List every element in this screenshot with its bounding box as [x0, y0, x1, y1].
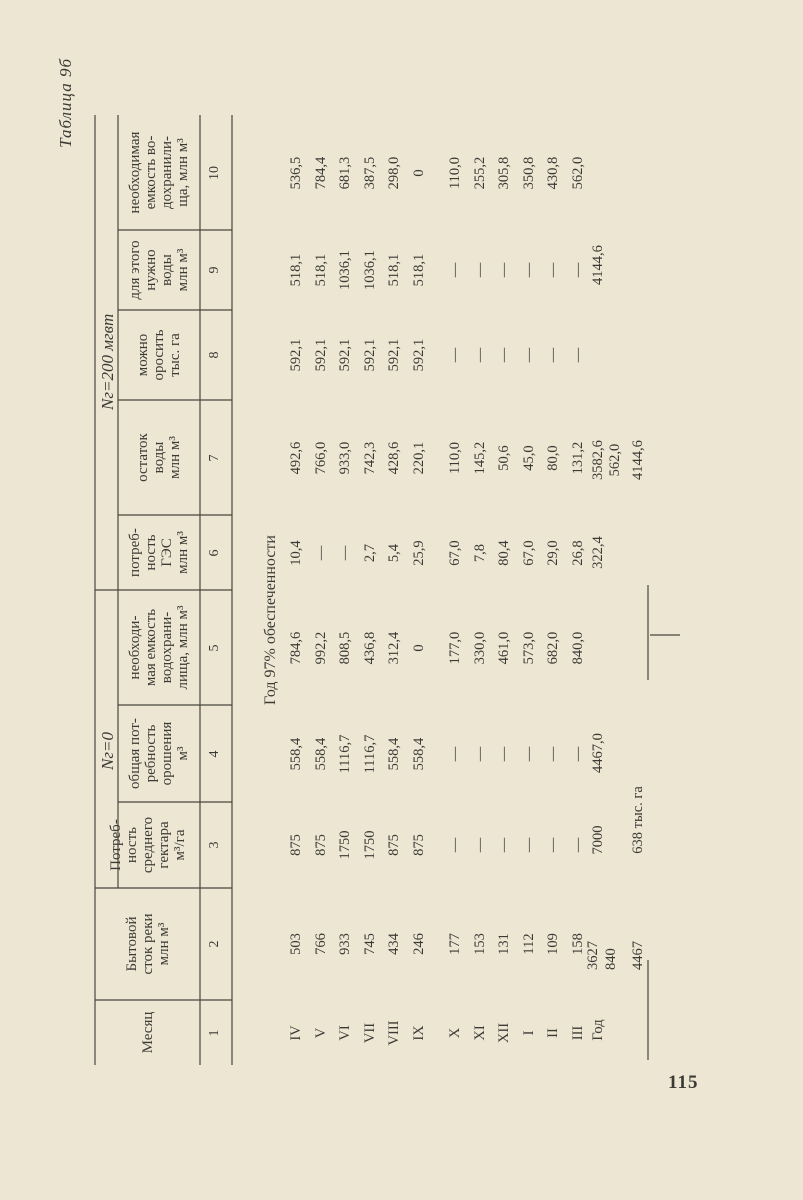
table-cell: —	[312, 545, 329, 561]
table-cell: —	[447, 347, 463, 363]
table-cell: 808,5	[337, 631, 353, 665]
table-cell: 436,8	[361, 631, 378, 665]
table-cell: 1036,1	[337, 250, 353, 290]
table-cell: 1750	[337, 830, 353, 860]
table-cell: 784,6	[288, 631, 304, 665]
table-cell: 45,0	[520, 445, 537, 471]
table-cell: 80,0	[545, 445, 561, 471]
total-water-needed: 4144,6	[590, 245, 606, 285]
table-cell: 766,0	[312, 441, 329, 475]
month-cell: III	[569, 1025, 586, 1041]
table-cell: —	[471, 347, 488, 363]
table-cell: 745	[361, 933, 378, 955]
table-cell: 875	[410, 834, 427, 856]
month-cell: VI	[337, 1025, 353, 1041]
table-cell: —	[496, 746, 512, 762]
table-cell: 558,4	[410, 737, 427, 771]
table-cell: 682,0	[545, 631, 561, 665]
column-number: 10	[207, 166, 222, 180]
table-cell: —	[520, 837, 537, 853]
table-cell: —	[545, 262, 561, 278]
table-cell: —	[520, 347, 537, 363]
column-number: 1	[207, 1029, 222, 1037]
total-irrigation-need: 4467,0	[590, 733, 606, 773]
table-cell: 177,0	[447, 631, 463, 665]
column-number: 9	[207, 266, 222, 274]
column-number: 5	[207, 644, 222, 652]
table-cell: 50,6	[496, 445, 512, 471]
total-remainder-part: 562,0	[607, 443, 623, 477]
total-remainder: 3582,6	[590, 440, 606, 480]
column-number: 6	[207, 549, 222, 557]
table-cell: 330,0	[471, 631, 488, 665]
table-cell: 592,1	[386, 338, 402, 372]
column-number: 8	[207, 351, 222, 359]
table-cell: 67,0	[520, 540, 537, 566]
table-cell: —	[569, 347, 586, 363]
table-cell: 25,9	[410, 540, 427, 566]
total-flow-sum: 4467	[630, 941, 646, 970]
table-cell: 592,1	[361, 338, 378, 372]
table-cell: 158	[569, 933, 586, 955]
month-cell: V	[312, 1027, 329, 1039]
table-cell: —	[471, 262, 488, 278]
month-cell: XII	[496, 1022, 512, 1044]
table-cell: —	[569, 837, 586, 853]
section-title: Год 97% обеспеченности	[262, 535, 279, 705]
table-cell: 784,4	[312, 156, 329, 190]
table-cell: —	[520, 262, 537, 278]
header-need-per-ha: Потреб- ность среднего гектара м³/га	[107, 816, 188, 874]
table-cell: 536,5	[288, 156, 304, 190]
table-cell: 29,0	[545, 540, 561, 566]
total-area-note: 638 тыс. га	[630, 786, 646, 854]
table-cell: 0	[410, 169, 427, 177]
table-cell: 305,8	[496, 156, 512, 190]
table-cell: 430,8	[545, 156, 561, 190]
table-cell: 558,4	[312, 737, 329, 771]
table-cell: 573,0	[520, 631, 537, 665]
column-number: 2	[207, 940, 222, 948]
month-cell: X	[447, 1027, 463, 1039]
header-water-needed: для этого нужно воды млн м³	[127, 240, 191, 300]
table-cell: 1750	[361, 830, 378, 860]
table-cell: 742,3	[361, 441, 378, 475]
header-hes-need: потреб- ность ГЭС млн м³	[127, 528, 191, 577]
table-cell: 131,2	[569, 441, 586, 475]
total-flow-part: 840	[603, 948, 619, 970]
table-cell: 80,4	[496, 540, 512, 566]
table-cell: 518,1	[312, 253, 329, 287]
table-cell: 766	[312, 933, 329, 955]
table-cell: 110,0	[447, 156, 463, 190]
table-cell: 933,0	[337, 441, 353, 475]
table-cell: 492,6	[288, 441, 304, 475]
table-cell: 933	[337, 933, 353, 955]
group-nr200: Nг=200 мгвт	[98, 313, 117, 410]
header-irrigable-area: можно оросить тыс. га	[135, 329, 183, 381]
table-cell: 255,2	[471, 156, 488, 190]
table-cell: —	[471, 837, 488, 853]
column-number: 7	[207, 454, 222, 462]
month-cell: XI	[471, 1025, 488, 1041]
table-cell: —	[496, 837, 512, 853]
table-cell: 503	[288, 933, 304, 955]
table-cell: 518,1	[410, 253, 427, 287]
table-cell: 875	[386, 834, 402, 856]
table-cell: —	[569, 262, 586, 278]
table-cell: 875	[288, 834, 304, 856]
table-cell: 592,1	[410, 338, 427, 372]
table-cell: 312,4	[386, 631, 402, 665]
month-cell: VIII	[386, 1020, 402, 1046]
table-cell: 518,1	[288, 253, 304, 287]
table-cell: —	[520, 746, 537, 762]
table-cell: 5,4	[386, 543, 402, 563]
month-cell: IV	[288, 1025, 304, 1041]
header-river-flow: Бытовой сток реки млн м³	[123, 913, 172, 975]
table-cell: 2,7	[361, 543, 378, 563]
table-cell: —	[545, 837, 561, 853]
table-cell: 177	[447, 933, 463, 955]
table-cell: 26,8	[569, 540, 586, 566]
table-cell: —	[471, 746, 488, 762]
table-cell: —	[447, 746, 463, 762]
table-cell: 558,4	[386, 737, 402, 771]
table-cell: 592,1	[337, 338, 353, 372]
table-cell: 131	[496, 933, 512, 955]
month-cell: VII	[361, 1022, 378, 1044]
table-cell: —	[447, 262, 463, 278]
table-cell: —	[447, 837, 463, 853]
total-need-per-ha: 7000	[590, 825, 606, 855]
table-cell: 145,2	[471, 441, 488, 475]
month-cell: IX	[410, 1025, 427, 1041]
table-cell: 298,0	[386, 156, 402, 190]
table-cell: —	[545, 746, 561, 762]
table-cell: 840,0	[569, 631, 586, 665]
table-cell: 681,3	[337, 156, 353, 190]
column-number: 3	[207, 841, 222, 849]
month-cell: I	[520, 1030, 537, 1036]
table-cell: 246	[410, 933, 427, 955]
total-hes-need: 322,4	[590, 536, 606, 569]
table-cell: —	[545, 347, 561, 363]
table-cell: 428,6	[386, 441, 402, 475]
table-cell: 10,4	[288, 540, 304, 566]
table-cell: —	[337, 545, 353, 561]
table-cell: 1116,7	[337, 734, 353, 774]
month-cell: II	[545, 1028, 561, 1038]
table-cell: 875	[312, 834, 329, 856]
column-number: 4	[207, 750, 222, 758]
total-flow: 3627	[585, 941, 601, 970]
group-nr0: Nг=0	[98, 732, 117, 770]
table-cell: 110,0	[447, 441, 463, 475]
header-month: Месяц	[139, 1011, 156, 1054]
table-cell: 7,8	[471, 543, 488, 563]
table-cell: 112	[520, 933, 537, 955]
total-remainder-sum: 4144,6	[630, 440, 646, 480]
total-label: Год	[590, 1019, 606, 1041]
header-water-remainder: остаток воды млн м³	[135, 433, 183, 482]
table-cell: 350,8	[520, 156, 537, 190]
table-cell: —	[496, 262, 512, 278]
table-cell: 153	[471, 933, 488, 955]
page-number: 115	[668, 1072, 699, 1093]
table-cell: —	[569, 746, 586, 762]
table-cell: 592,1	[312, 338, 329, 372]
table-cell: 518,1	[386, 253, 402, 287]
table-cell: 992,2	[312, 631, 329, 665]
header-reservoir-capacity: необходи- мая емкость водохрани- лища, млн м³	[127, 605, 191, 690]
table-cell: 387,5	[361, 156, 378, 190]
table-cell: 434	[386, 933, 402, 955]
table-label: Таблица 9б	[56, 58, 75, 148]
table-cell: 1116,7	[361, 734, 378, 774]
table-cell: 558,4	[288, 737, 304, 771]
header-reservoir-capacity-200: необходимая емкость во- дохранили- ща, млн м³	[127, 131, 191, 214]
table-cell: 67,0	[447, 540, 463, 566]
header-total-irrigation: общая пот- ребность орошения м³	[127, 718, 191, 789]
table-cell: 461,0	[496, 631, 512, 665]
table-cell: —	[496, 347, 512, 363]
table-cell: 109	[545, 933, 561, 955]
table-cell: 592,1	[288, 338, 304, 372]
table-cell: 0	[410, 644, 427, 652]
table-cell: 220,1	[410, 441, 427, 475]
table-cell: 562,0	[569, 156, 586, 190]
table-cell: 1036,1	[361, 250, 378, 290]
